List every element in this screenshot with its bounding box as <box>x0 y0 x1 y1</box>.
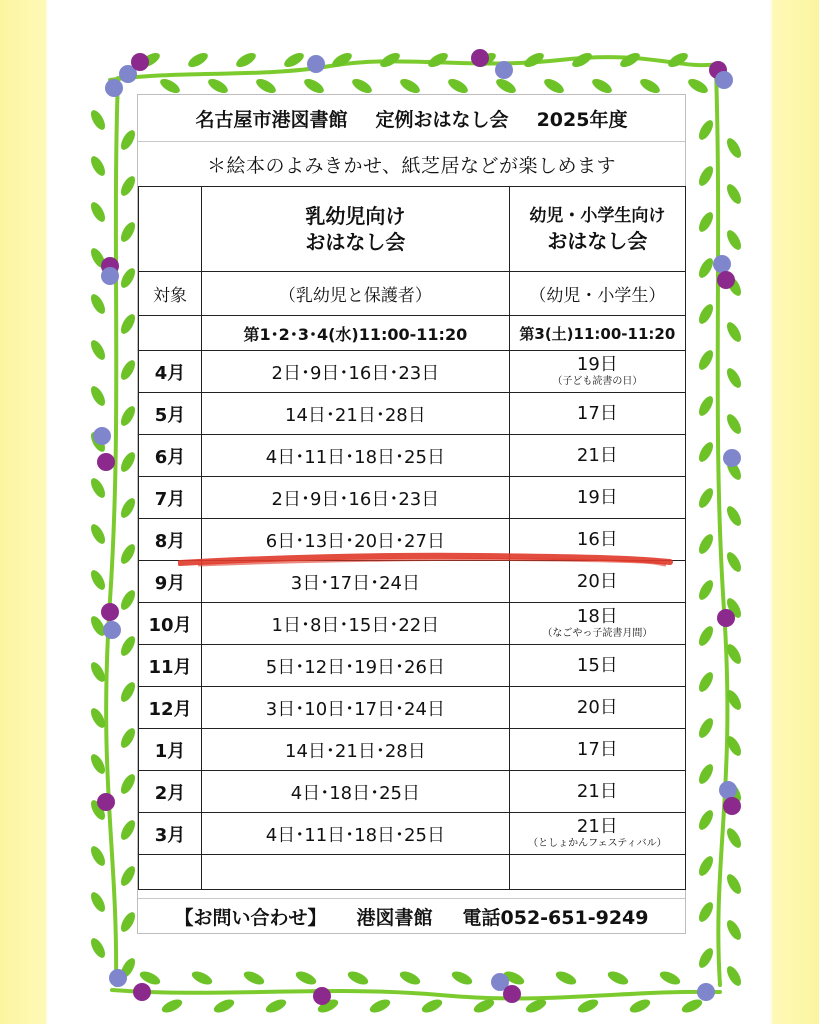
month-row <box>139 645 686 687</box>
infant-dates: 1日･8日･15日･22日 <box>202 603 510 645</box>
leaf-icon <box>302 76 326 96</box>
month-row <box>139 435 686 477</box>
leaf-icon <box>118 588 138 612</box>
flower-icon <box>717 609 735 627</box>
flower-icon <box>101 267 119 285</box>
leaf-icon <box>450 969 474 987</box>
header-blank-cell <box>139 187 202 272</box>
flower-icon <box>307 55 325 73</box>
leaf-icon <box>696 210 716 234</box>
infant-dates: 14日･21日･28日 <box>202 393 510 435</box>
leaf-icon <box>686 76 710 96</box>
child-date-cell <box>509 771 685 813</box>
month-row <box>139 771 686 813</box>
leaf-icon <box>88 476 108 500</box>
leaf-icon <box>628 997 652 1015</box>
leaf-icon <box>350 76 374 96</box>
leaf-icon <box>696 900 716 924</box>
leaf-icon <box>206 76 230 96</box>
leaf-icon <box>724 412 744 436</box>
leaf-icon <box>696 164 716 188</box>
month-row <box>139 687 686 729</box>
child-date: 17日 <box>576 402 618 424</box>
child-date-cell <box>509 393 685 435</box>
month-row <box>139 351 686 393</box>
flower-icon <box>133 983 151 1001</box>
leaf-icon <box>696 670 716 694</box>
month-label: 8月 <box>139 519 202 561</box>
leaf-icon <box>264 997 288 1015</box>
leaf-icon <box>190 969 214 987</box>
flower-icon <box>101 603 119 621</box>
infant-dates: 6日･13日･20日･27日 <box>202 519 510 561</box>
header-row <box>139 187 686 272</box>
month-label: 2月 <box>139 771 202 813</box>
vine-stem <box>112 990 720 998</box>
leaf-icon <box>294 969 318 987</box>
leaf-icon <box>696 256 716 280</box>
infant-dates: 4日･11日･18日･25日 <box>202 435 510 477</box>
leaf-icon <box>554 969 578 987</box>
month-label: 11月 <box>139 645 202 687</box>
child-date-cell <box>509 813 685 855</box>
flower-icon <box>93 427 111 445</box>
child-date-cell <box>509 435 685 477</box>
leaf-icon <box>724 320 744 344</box>
leaf-icon <box>696 946 716 970</box>
leaf-icon <box>696 394 716 418</box>
vine-stem <box>716 70 727 985</box>
leaf-icon <box>118 358 138 382</box>
child-date: 21日 <box>576 816 618 837</box>
footer-contact-label: 【お問い合わせ】 <box>174 906 327 929</box>
leaf-icon <box>724 504 744 528</box>
infant-dates: 4日･18日･25日 <box>202 771 510 813</box>
infant-dates: 2日･9日･16日･23日 <box>202 477 510 519</box>
child-date: 18日 <box>576 606 618 627</box>
month-row <box>139 729 686 771</box>
flower-icon <box>697 983 715 1001</box>
flower-icon <box>719 781 737 799</box>
month-label: 1月 <box>139 729 202 771</box>
flower-icon <box>717 271 735 289</box>
child-date: 19日 <box>576 486 618 508</box>
flower-icon <box>723 449 741 467</box>
month-label: 12月 <box>139 687 202 729</box>
target-label: 対象 <box>139 272 202 316</box>
child-date-cell <box>509 729 685 771</box>
child-date: 16日 <box>576 528 618 550</box>
infant-dates: 5日･12日･19日･26日 <box>202 645 510 687</box>
leaf-icon <box>658 969 682 987</box>
footer-phone: 電話052-651-9249 <box>462 906 649 929</box>
leaf-icon <box>254 76 278 96</box>
leaf-icon <box>696 808 716 832</box>
header-child <box>509 187 685 272</box>
leaf-icon <box>724 872 744 896</box>
leaf-icon <box>186 50 210 70</box>
child-date-cell <box>509 351 685 393</box>
child-date: 15日 <box>576 654 618 676</box>
leaf-icon <box>234 50 258 70</box>
leaf-icon <box>696 578 716 602</box>
leaf-icon <box>724 826 744 850</box>
leaf-icon <box>118 128 138 152</box>
leaf-icon <box>118 818 138 842</box>
leaf-icon <box>696 302 716 326</box>
page-subtitle: ＊絵本のよみきかせ、紙芝居などが楽しめます <box>207 154 616 177</box>
leaf-icon <box>420 997 444 1015</box>
leaf-icon <box>724 918 744 942</box>
leaf-icon <box>118 312 138 336</box>
month-label: 4月 <box>139 351 202 393</box>
vine-stem <box>106 78 118 985</box>
time-blank-cell <box>139 316 202 351</box>
header-infant-line1: 乳幼児向け <box>305 204 406 228</box>
child-date: 20日 <box>576 570 618 592</box>
leaf-icon <box>724 366 744 390</box>
infant-dates: 4日･11日･18日･25日 <box>202 813 510 855</box>
leaf-icon <box>118 910 138 934</box>
leaf-icon <box>398 76 422 96</box>
page-title <box>138 95 685 142</box>
title-year: 2025年度 <box>536 108 628 131</box>
header-child-line2: おはなし会 <box>547 229 648 253</box>
infant-dates: 2日･9日･16日･23日 <box>202 351 510 393</box>
leaf-icon <box>212 997 236 1015</box>
child-date-note: （としょかんフェスティバル） <box>528 838 667 849</box>
leaf-icon <box>696 624 716 648</box>
leaf-icon <box>724 228 744 252</box>
month-label: 3月 <box>139 813 202 855</box>
flower-icon <box>97 453 115 471</box>
leaf-icon <box>696 854 716 878</box>
month-row <box>139 393 686 435</box>
leaf-icon <box>606 969 630 987</box>
blank-cell <box>139 855 202 890</box>
title-event: 定例おはなし会 <box>375 108 509 131</box>
time-child: 第3(土)11:00-11:20 <box>509 316 685 351</box>
leaf-icon <box>724 136 744 160</box>
leaf-icon <box>88 522 108 546</box>
leaf-icon <box>696 716 716 740</box>
child-date: 20日 <box>576 696 618 718</box>
flower-icon <box>131 53 149 71</box>
leaf-icon <box>118 450 138 474</box>
leaf-icon <box>88 384 108 408</box>
target-child: （幼児・小学生） <box>509 272 685 316</box>
leaf-icon <box>398 969 422 987</box>
time-row <box>139 316 686 351</box>
leaf-icon <box>368 997 392 1015</box>
flower-icon <box>109 969 127 987</box>
leaf-icon <box>242 969 266 987</box>
leaf-icon <box>118 772 138 796</box>
leaf-icon <box>88 338 108 362</box>
leaf-icon <box>118 496 138 520</box>
header-child-line1: 幼児・小学生向け <box>529 206 666 226</box>
month-label: 9月 <box>139 561 202 603</box>
leaf-icon <box>542 76 566 96</box>
month-row <box>139 813 686 855</box>
flower-icon <box>503 985 521 1003</box>
red-marker-line <box>178 552 674 574</box>
flower-icon <box>495 61 513 79</box>
leaf-icon <box>724 550 744 574</box>
contact-footer <box>138 898 685 933</box>
leaf-icon <box>88 154 108 178</box>
title-library: 名古屋市港図書館 <box>195 108 348 131</box>
blank-row <box>139 855 686 890</box>
month-label: 10月 <box>139 603 202 645</box>
blank-cell <box>202 855 510 890</box>
flower-icon <box>313 987 331 1005</box>
leaf-icon <box>88 568 108 592</box>
leaf-icon <box>118 174 138 198</box>
leaf-icon <box>696 118 716 142</box>
leaf-icon <box>282 50 306 70</box>
blank-cell <box>509 855 685 890</box>
leaf-icon <box>118 680 138 704</box>
child-date: 17日 <box>576 738 618 760</box>
header-infant-line2: おはなし会 <box>305 230 406 254</box>
leaf-icon <box>88 292 108 316</box>
leaf-icon <box>576 997 600 1015</box>
footer-library: 港図書館 <box>356 906 433 929</box>
leaf-icon <box>160 997 184 1015</box>
leaf-icon <box>696 486 716 510</box>
infant-dates: 3日･10日･17日･24日 <box>202 687 510 729</box>
leaf-icon <box>158 76 182 96</box>
child-date-cell <box>509 687 685 729</box>
leaf-icon <box>88 108 108 132</box>
leaf-icon <box>118 634 138 658</box>
leaf-icon <box>696 762 716 786</box>
leaf-icon <box>88 844 108 868</box>
leaf-icon <box>638 76 662 96</box>
leaf-icon <box>696 532 716 556</box>
leaf-icon <box>446 76 470 96</box>
leaf-icon <box>118 726 138 750</box>
child-date: 21日 <box>576 780 618 802</box>
child-date-note: （子ども読書の日） <box>552 376 643 387</box>
month-label: 6月 <box>139 435 202 477</box>
leaf-icon <box>494 76 518 96</box>
leaf-icon <box>724 964 744 988</box>
child-date: 19日 <box>576 354 618 375</box>
month-label: 7月 <box>139 477 202 519</box>
leaf-icon <box>346 969 370 987</box>
flower-icon <box>471 49 489 67</box>
child-date-cell <box>509 645 685 687</box>
leaf-icon <box>88 890 108 914</box>
target-row <box>139 272 686 316</box>
leaf-icon <box>118 266 138 290</box>
month-row <box>139 603 686 645</box>
child-date: 21日 <box>576 444 618 466</box>
target-infant: （乳幼児と保護者） <box>202 272 510 316</box>
leaf-icon <box>88 936 108 960</box>
leaf-icon <box>426 50 450 70</box>
schedule-table <box>138 186 686 890</box>
leaf-icon <box>696 440 716 464</box>
flower-icon <box>713 255 731 273</box>
leaf-icon <box>118 220 138 244</box>
flower-icon <box>103 621 121 639</box>
leaf-icon <box>696 348 716 372</box>
infant-dates: 3日･17日･24日 <box>202 561 510 603</box>
time-infant: 第1･2･3･4(水)11:00-11:20 <box>202 316 510 351</box>
flower-icon <box>97 793 115 811</box>
leaf-icon <box>590 76 614 96</box>
infant-dates: 14日･21日･28日 <box>202 729 510 771</box>
flower-icon <box>105 79 123 97</box>
month-row <box>139 477 686 519</box>
leaf-icon <box>680 997 704 1015</box>
leaf-icon <box>724 182 744 206</box>
leaf-icon <box>88 200 108 224</box>
leaf-icon <box>118 542 138 566</box>
leaf-icon <box>118 864 138 888</box>
flower-icon <box>715 71 733 89</box>
schedule-sheet <box>137 94 686 934</box>
flower-icon <box>723 797 741 815</box>
child-date-note: （なごやっ子読書月間） <box>542 628 653 639</box>
child-date-cell <box>509 477 685 519</box>
month-label: 5月 <box>139 393 202 435</box>
leaf-icon <box>118 404 138 428</box>
child-date-cell <box>509 603 685 645</box>
header-infant <box>202 187 510 272</box>
